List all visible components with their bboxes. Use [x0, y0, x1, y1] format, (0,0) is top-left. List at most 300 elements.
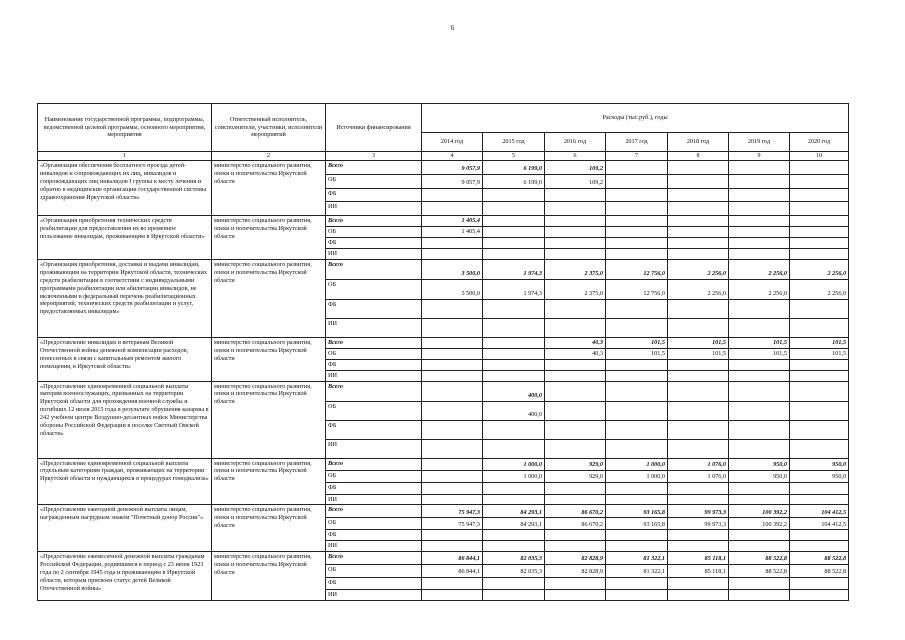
amount-cell: 1 000,0: [483, 470, 545, 482]
funding-source: ИИ: [326, 370, 422, 381]
funding-source: ФБ: [326, 237, 422, 248]
funding-source: Всего: [326, 458, 422, 470]
amount-cell: 104 412,5: [790, 505, 849, 518]
amount-cell: [545, 401, 606, 420]
header-executor: Ответственный исполнитель, соисполнители, участники, исполнители мероприятий: [212, 104, 326, 152]
amount-cell: [483, 237, 545, 248]
amount-cell: [729, 318, 790, 337]
column-number: 2: [212, 152, 326, 161]
amount-cell: [729, 299, 790, 318]
amount-cell: 1 076,0: [668, 470, 729, 482]
column-number: 6: [545, 152, 606, 161]
amount-cell: [790, 359, 849, 370]
amount-cell: 86 844,1: [422, 565, 483, 578]
amount-cell: [729, 541, 790, 552]
funding-source: ОБ: [326, 470, 422, 482]
amount-cell: [422, 482, 483, 494]
amount-cell: [790, 216, 849, 227]
funding-source: ФБ: [326, 420, 422, 439]
amount-cell: [483, 420, 545, 439]
header-year: 2017 год: [606, 133, 668, 152]
column-number: 4: [422, 152, 483, 161]
amount-cell: [729, 381, 790, 401]
amount-cell: [606, 318, 668, 337]
amount-cell: 2 256,0: [668, 259, 729, 279]
amount-cell: [790, 226, 849, 237]
amount-cell: 82 828,9: [545, 565, 606, 578]
activity-name: «Организация приобретения, доставки и выдачи инвалидам, проживающим на территории Иркутской области, технических средств реабилитации в соответствии с индивидуальными программами реабилитации или абилитации инвалидов, не включенными в федеральный перечень реабилитационных мероприятий, технических средств реабилитации и услуг, предоставляемых инвалидам»: [38, 259, 212, 337]
amount-cell: [668, 299, 729, 318]
amount-cell: 40,3: [545, 337, 606, 348]
funding-source: ИИ: [326, 202, 422, 216]
amount-cell: [790, 370, 849, 381]
amount-cell: [422, 299, 483, 318]
amount-cell: 100 392,2: [729, 505, 790, 518]
amount-cell: 86 844,1: [422, 552, 483, 565]
table-row: [38, 337, 849, 348]
amount-cell: 104 412,5: [790, 518, 849, 530]
amount-cell: [790, 541, 849, 552]
amount-cell: [422, 530, 483, 541]
column-number: 9: [729, 152, 790, 161]
amount-cell: 2 256,0: [790, 259, 849, 279]
funding-source: ФБ: [326, 482, 422, 494]
amount-cell: 88 522,8: [790, 552, 849, 565]
amount-cell: [545, 189, 606, 202]
amount-cell: [606, 420, 668, 439]
amount-cell: [545, 318, 606, 337]
amount-cell: 93 165,8: [606, 518, 668, 530]
amount-cell: [668, 359, 729, 370]
amount-cell: [790, 202, 849, 216]
amount-cell: [668, 226, 729, 237]
amount-cell: [422, 248, 483, 259]
amount-cell: [729, 578, 790, 590]
amount-cell: 1 000,0: [606, 458, 668, 470]
amount-cell: [483, 359, 545, 370]
amount-cell: [483, 318, 545, 337]
amount-cell: [483, 226, 545, 237]
amount-cell: [729, 216, 790, 227]
amount-cell: [729, 530, 790, 541]
funding-source: Всего: [326, 552, 422, 565]
column-number: 3: [326, 152, 422, 161]
amount-cell: 109,2: [545, 161, 606, 175]
funding-source: ОБ: [326, 401, 422, 420]
amount-cell: [729, 590, 790, 601]
amount-cell: 929,0: [545, 458, 606, 470]
funding-source: ИИ: [326, 248, 422, 259]
responsible-executor: министерство социального развития, опеки и попечительства Иркутской области: [212, 259, 326, 337]
amount-cell: [729, 237, 790, 248]
amount-cell: 82 035,3: [483, 565, 545, 578]
amount-cell: 100 392,2: [729, 518, 790, 530]
amount-cell: [422, 420, 483, 439]
amount-cell: [606, 494, 668, 505]
amount-cell: 2 375,0: [545, 259, 606, 279]
amount-cell: [545, 530, 606, 541]
amount-cell: 400,0: [483, 381, 545, 401]
amount-cell: [422, 348, 483, 359]
amount-cell: [422, 359, 483, 370]
amount-cell: 1 974,3: [483, 259, 545, 279]
amount-cell: [483, 189, 545, 202]
amount-cell: [606, 401, 668, 420]
amount-cell: [422, 318, 483, 337]
activity-name: «Предоставление ежемесячной денежной выплаты гражданам Российской Федерации, родившимся в период с 23 июня 1923 года по 2 сентября 1945 года и проживающим в Иркутской области, которым присвоен статус детей Великой Отечественной войны»: [38, 552, 212, 601]
amount-cell: [606, 202, 668, 216]
amount-cell: [668, 541, 729, 552]
responsible-executor: министерство социального развития, опеки и попечительства Иркутской области: [212, 381, 326, 458]
column-number: 1: [38, 152, 212, 161]
amount-cell: [606, 226, 668, 237]
amount-cell: [729, 359, 790, 370]
amount-cell: 101,5: [606, 348, 668, 359]
amount-cell: [545, 226, 606, 237]
amount-cell: 2 256,0: [668, 279, 729, 299]
amount-cell: [483, 541, 545, 552]
column-number: 5: [483, 152, 545, 161]
amount-cell: 1 076,0: [668, 458, 729, 470]
amount-cell: [790, 318, 849, 337]
amount-cell: [729, 175, 790, 189]
activity-name: «Организация приобретения технических средств реабилитации для предоставления их во временное пользование инвалидам, проживающим в Иркутской области»: [38, 216, 212, 260]
amount-cell: 2 375,0: [545, 279, 606, 299]
amount-cell: [790, 590, 849, 601]
amount-cell: [606, 590, 668, 601]
activity-name: «Предоставление единовременной социальной выплаты матерям военнослужащих, призванных на территории Иркутской области для прохождения военной службы и погибших 12 июля 2015 года в результате обрушения казармы в 242 учебном центре Воздушно-десантных войск Министерства обороны Российской Федерации в поселке Светлый Омской области»: [38, 381, 212, 458]
amount-cell: [606, 482, 668, 494]
amount-cell: [422, 370, 483, 381]
amount-cell: [483, 530, 545, 541]
amount-cell: [483, 216, 545, 227]
amount-cell: [729, 401, 790, 420]
amount-cell: [668, 161, 729, 175]
table-row: [38, 505, 849, 518]
amount-cell: 99 973,3: [668, 505, 729, 518]
amount-cell: [729, 189, 790, 202]
amount-cell: 6 199,0: [483, 175, 545, 189]
amount-cell: [790, 401, 849, 420]
amount-cell: 2 256,0: [729, 259, 790, 279]
amount-cell: [790, 482, 849, 494]
amount-cell: 400,0: [483, 401, 545, 420]
responsible-executor: министерство социального развития, опеки и попечительства Иркутской области: [212, 458, 326, 505]
amount-cell: [729, 370, 790, 381]
amount-cell: [790, 237, 849, 248]
header-name: Наименование государственной программы, подпрограммы, ведомственной целевой программы, основного мероприятия, мероприятия: [38, 104, 212, 152]
amount-cell: [668, 318, 729, 337]
amount-cell: 86 670,2: [545, 518, 606, 530]
amount-cell: [483, 299, 545, 318]
header-year: 2019 год: [729, 133, 790, 152]
amount-cell: [668, 370, 729, 381]
amount-cell: [668, 578, 729, 590]
amount-cell: 950,0: [790, 470, 849, 482]
amount-cell: [606, 381, 668, 401]
amount-cell: [483, 202, 545, 216]
amount-cell: [422, 439, 483, 458]
amount-cell: 109,2: [545, 175, 606, 189]
amount-cell: 99 973,3: [668, 518, 729, 530]
responsible-executor: министерство социального развития, опеки и попечительства Иркутской области: [212, 337, 326, 381]
amount-cell: 1 000,0: [606, 470, 668, 482]
header-year: 2018 год: [668, 133, 729, 152]
table-row: [38, 161, 849, 175]
funding-source: ФБ: [326, 359, 422, 370]
amount-cell: [790, 439, 849, 458]
amount-cell: 84 293,1: [483, 518, 545, 530]
amount-cell: [545, 248, 606, 259]
amount-cell: 1 974,3: [483, 279, 545, 299]
funding-source: Всего: [326, 259, 422, 279]
amount-cell: 9 057,9: [422, 175, 483, 189]
funding-source: Всего: [326, 381, 422, 401]
funding-source: ОБ: [326, 518, 422, 530]
amount-cell: [483, 248, 545, 259]
amount-cell: [422, 578, 483, 590]
amount-cell: [729, 494, 790, 505]
funding-source: ОБ: [326, 348, 422, 359]
column-number: 7: [606, 152, 668, 161]
amount-cell: [668, 439, 729, 458]
amount-cell: 1 405,4: [422, 216, 483, 227]
amount-cell: [790, 578, 849, 590]
amount-cell: [790, 530, 849, 541]
amount-cell: 81 322,1: [606, 565, 668, 578]
amount-cell: [606, 175, 668, 189]
header-year: 2014 год: [422, 133, 483, 152]
amount-cell: 81 322,1: [606, 552, 668, 565]
responsible-executor: министерство социального развития, опеки и попечительства Иркутской области: [212, 552, 326, 601]
amount-cell: [606, 370, 668, 381]
amount-cell: [483, 578, 545, 590]
amount-cell: 2 256,0: [790, 279, 849, 299]
amount-cell: [668, 202, 729, 216]
page-number: 6: [450, 24, 455, 32]
amount-cell: [483, 348, 545, 359]
funding-source: ОБ: [326, 175, 422, 189]
amount-cell: 86 670,2: [545, 505, 606, 518]
amount-cell: 101,5: [790, 348, 849, 359]
amount-cell: [790, 494, 849, 505]
amount-cell: [668, 494, 729, 505]
amount-cell: 929,0: [545, 470, 606, 482]
amount-cell: [668, 216, 729, 227]
amount-cell: [606, 541, 668, 552]
financing-table: [37, 103, 849, 601]
amount-cell: [545, 439, 606, 458]
amount-cell: [606, 237, 668, 248]
column-number: 8: [668, 152, 729, 161]
amount-cell: 101,5: [606, 337, 668, 348]
amount-cell: [668, 248, 729, 259]
amount-cell: [483, 590, 545, 601]
amount-cell: [606, 189, 668, 202]
funding-source: ИИ: [326, 439, 422, 458]
amount-cell: [729, 248, 790, 259]
amount-cell: [545, 420, 606, 439]
amount-cell: [729, 226, 790, 237]
amount-cell: [422, 381, 483, 401]
amount-cell: [790, 248, 849, 259]
amount-cell: 101,5: [790, 337, 849, 348]
header-year: 2020 год: [790, 133, 849, 152]
table-row: [38, 381, 849, 401]
funding-source: Всего: [326, 216, 422, 227]
amount-cell: 85 118,1: [668, 552, 729, 565]
amount-cell: [668, 175, 729, 189]
activity-name: «Предоставление инвалидам и ветеранам Великой Отечественной войны денежной компенсации расходов, понесенных в связи с капитальным ремонтом жилого помещения, в Иркутской области»: [38, 337, 212, 381]
amount-cell: [729, 161, 790, 175]
amount-cell: 88 522,8: [729, 565, 790, 578]
responsible-executor: министерство социального развития, опеки и попечительства Иркутской области: [212, 216, 326, 260]
amount-cell: 101,5: [729, 348, 790, 359]
amount-cell: [422, 202, 483, 216]
header-costs: Расходы (тыс.руб.), годы: [422, 104, 849, 133]
amount-cell: [606, 578, 668, 590]
funding-source: Всего: [326, 337, 422, 348]
amount-cell: [606, 530, 668, 541]
responsible-executor: министерство социального развития, опеки и попечительства Иркутской области: [212, 505, 326, 552]
amount-cell: [668, 482, 729, 494]
amount-cell: [545, 202, 606, 216]
funding-source: ИИ: [326, 318, 422, 337]
amount-cell: [422, 590, 483, 601]
amount-cell: 12 756,0: [606, 279, 668, 299]
funding-source: ФБ: [326, 189, 422, 202]
amount-cell: [668, 590, 729, 601]
amount-cell: [790, 161, 849, 175]
amount-cell: [790, 189, 849, 202]
funding-source: ИИ: [326, 590, 422, 601]
amount-cell: [545, 216, 606, 227]
amount-cell: [422, 541, 483, 552]
funding-source: ОБ: [326, 279, 422, 299]
amount-cell: 101,5: [668, 337, 729, 348]
amount-cell: [606, 248, 668, 259]
amount-cell: [729, 482, 790, 494]
amount-cell: [545, 494, 606, 505]
amount-cell: 6 199,0: [483, 161, 545, 175]
table-row: [38, 216, 849, 227]
amount-cell: [545, 578, 606, 590]
amount-cell: [790, 420, 849, 439]
amount-cell: [483, 494, 545, 505]
amount-cell: 75 947,3: [422, 518, 483, 530]
amount-cell: 82 828,9: [545, 552, 606, 565]
amount-cell: 9 057,9: [422, 161, 483, 175]
amount-cell: [668, 420, 729, 439]
funding-source: ФБ: [326, 299, 422, 318]
amount-cell: [422, 237, 483, 248]
funding-source: ФБ: [326, 530, 422, 541]
amount-cell: 75 947,3: [422, 505, 483, 518]
amount-cell: [790, 175, 849, 189]
amount-cell: 84 293,1: [483, 505, 545, 518]
amount-cell: [606, 439, 668, 458]
amount-cell: [545, 590, 606, 601]
amount-cell: [668, 401, 729, 420]
amount-cell: 12 756,0: [606, 259, 668, 279]
amount-cell: [483, 337, 545, 348]
amount-cell: [668, 237, 729, 248]
amount-cell: [545, 237, 606, 248]
amount-cell: 1 405,4: [422, 226, 483, 237]
amount-cell: 3 500,0: [422, 259, 483, 279]
activity-name: «Предоставление ежегодной денежной выплаты лицам, награжденным нагрудным знаком "Почетный донор России"»: [38, 505, 212, 552]
amount-cell: [606, 359, 668, 370]
activity-name: «Предоставление единовременной социальной выплаты отдельным категориям граждан, проживающих на территории Иркутской области и нуждающихся в процедурах гемодиализа»: [38, 458, 212, 505]
amount-cell: [545, 299, 606, 318]
amount-cell: [483, 370, 545, 381]
amount-cell: [606, 216, 668, 227]
header-source: Источники финансирования: [326, 104, 422, 152]
amount-cell: [545, 370, 606, 381]
amount-cell: [422, 458, 483, 470]
activity-name: «Организация обеспечения бесплатного проезда детей-инвалидов и сопровождающих их лиц, инвалидов и сопровождающих лиц инвалидов I группы к месту лечения и обратно в медицинские организации государственной системы здравоохранения Иркутской области»: [38, 161, 212, 216]
amount-cell: [422, 401, 483, 420]
amount-cell: [545, 482, 606, 494]
amount-cell: 950,0: [790, 458, 849, 470]
amount-cell: [422, 494, 483, 505]
amount-cell: [668, 530, 729, 541]
funding-source: ИИ: [326, 494, 422, 505]
amount-cell: [422, 470, 483, 482]
amount-cell: [790, 299, 849, 318]
amount-cell: [729, 439, 790, 458]
header-year: 2015 год: [483, 133, 545, 152]
amount-cell: [668, 189, 729, 202]
amount-cell: 85 118,1: [668, 565, 729, 578]
amount-cell: 3 500,0: [422, 279, 483, 299]
amount-cell: 82 035,3: [483, 552, 545, 565]
responsible-executor: министерство социального развития, опеки и попечительства Иркутской области: [212, 161, 326, 216]
amount-cell: 88 522,8: [790, 565, 849, 578]
amount-cell: [422, 189, 483, 202]
amount-cell: [545, 381, 606, 401]
funding-source: ИИ: [326, 541, 422, 552]
table-row: [38, 458, 849, 470]
amount-cell: [606, 299, 668, 318]
amount-cell: [729, 202, 790, 216]
amount-cell: 2 256,0: [729, 279, 790, 299]
table-row: [38, 552, 849, 565]
amount-cell: 1 000,0: [483, 458, 545, 470]
amount-cell: 93 165,8: [606, 505, 668, 518]
funding-source: ОБ: [326, 565, 422, 578]
funding-source: ОБ: [326, 226, 422, 237]
amount-cell: 88 522,8: [729, 552, 790, 565]
funding-source: ФБ: [326, 578, 422, 590]
amount-cell: [729, 420, 790, 439]
amount-cell: [483, 439, 545, 458]
header-year: 2016 год: [545, 133, 606, 152]
amount-cell: [545, 541, 606, 552]
amount-cell: 40,3: [545, 348, 606, 359]
amount-cell: [606, 161, 668, 175]
amount-cell: [422, 337, 483, 348]
amount-cell: [790, 381, 849, 401]
amount-cell: [483, 482, 545, 494]
funding-source: Всего: [326, 161, 422, 175]
amount-cell: 950,0: [729, 470, 790, 482]
amount-cell: [545, 359, 606, 370]
column-number: 10: [790, 152, 849, 161]
amount-cell: 950,0: [729, 458, 790, 470]
amount-cell: 101,5: [668, 348, 729, 359]
funding-source: Всего: [326, 505, 422, 518]
